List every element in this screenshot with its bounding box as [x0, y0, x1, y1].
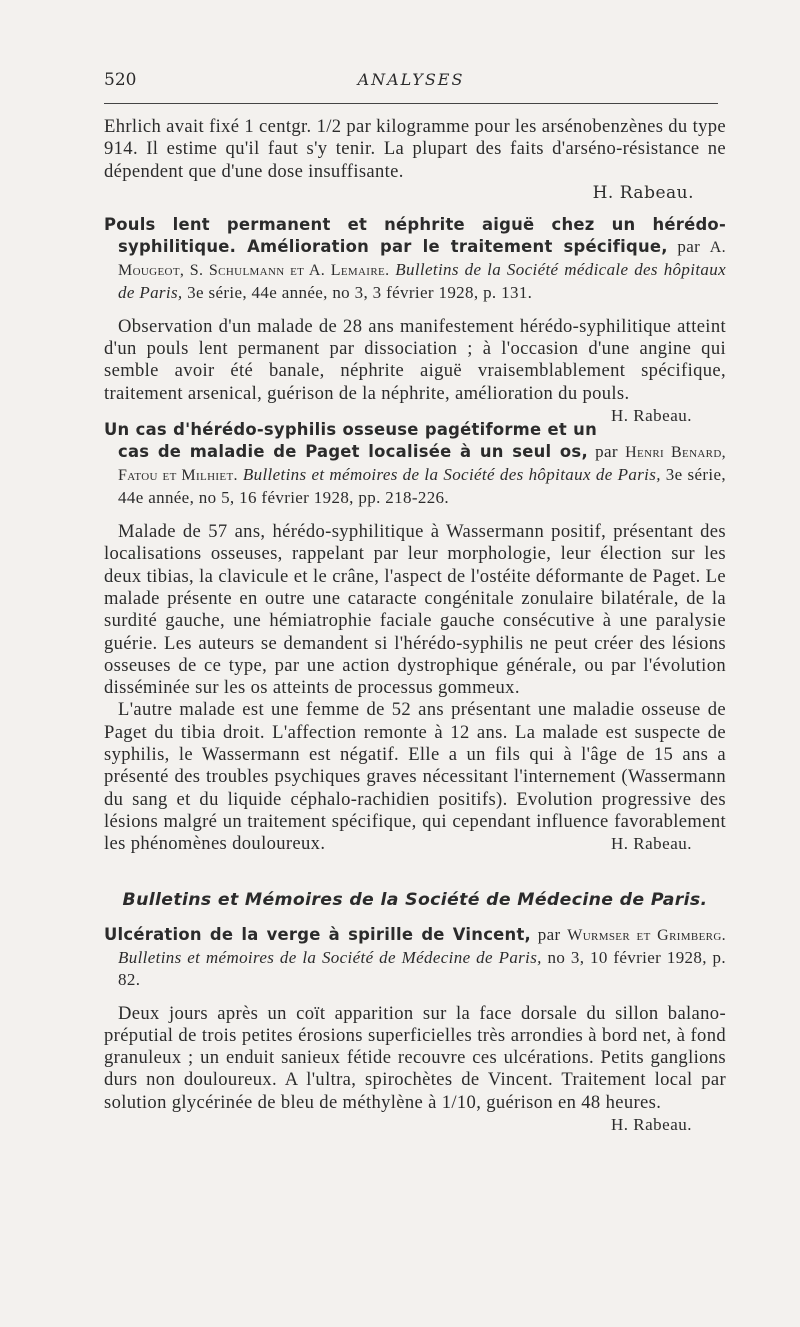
page-number: 520 — [104, 70, 137, 90]
entry-2 — [104, 419, 726, 855]
entry-body-text: L'autre malade est une femme de 52 ans présentant une maladie osseuse de Paget du tibia droit. L'affection remonte à 12 ans. La malade est suspecte de syphilis, le Wassermann est négatif. Elle a un fils qui à l'âge de 15 ans a présenté des troubles psychiques graves nécessitant l'internement (Wassermann du sang et du liquide céphalo-rachidien positifs). Evolution progressive des lésions malgré un traitement spécifique, qui cependant influence favorablement les phénomènes douloureux. — [104, 699, 726, 855]
page-body — [104, 116, 726, 1136]
entry-reference — [104, 419, 726, 509]
spacer — [104, 509, 726, 521]
entry-journal: Bulletins de la Société médicale des hôpitaux de Paris, — [118, 259, 726, 302]
page-header — [104, 70, 718, 96]
entry-journal: Bulletins et mémoires de la Société de Médecine de Paris, — [118, 947, 542, 967]
entry-body — [104, 1002, 726, 1135]
par-word: par — [595, 442, 618, 462]
par-word: par — [677, 236, 701, 256]
intro-paragraph — [104, 116, 726, 183]
entry-body-text: Observation d'un malade de 28 ans manifestement hérédo-syphilitique atteint d'un pouls lent permanent par dissociation ; à l'occasion d'une angine qui semble avoir été banale, néphrite aiguë vraisemblablement spécifique, traitement arsenical, guérison de la néphrite, amélioration du pouls. — [104, 315, 726, 404]
entry-details: 3e série, 44e année, no 5, 16 février 1928, pp. 218-226. — [118, 465, 726, 508]
entry-journal: Bulletins et mémoires de la Société des hôpitaux de Paris, — [242, 465, 661, 485]
running-title: ANALYSES — [357, 70, 465, 89]
entry-authors: Henri Benard, Fatou et Milhiet. — [118, 444, 727, 485]
entry-body-continued — [104, 699, 726, 855]
section-heading: Bulletins et Mémoires de la Société de Médecine de Paris. — [122, 889, 708, 910]
entry-body — [104, 315, 726, 426]
entry-reference — [104, 214, 726, 304]
entry-details: no 3, 10 février 1928, p. 82. — [118, 947, 726, 989]
intro-text: Ehrlich avait fixé 1 centgr. 1/2 par kilogramme pour les arsénobenzènes du type 914. Il estime qu'il faut s'y tenir. La plupart des faits d'arséno-résistance ne dépendent que d'une dose insuffisante. — [104, 116, 726, 182]
entry-title: Un cas d'hérédo-syphilis osseuse pagétiforme et un cas de maladie de Paget localisée à un seul os, — [104, 420, 597, 462]
spacer — [104, 991, 726, 1003]
entry-details: 3e série, 44e année, no 3, 3 février 1928, p. 131. — [187, 282, 533, 302]
entry-body-text: Deux jours après un coït apparition sur la face dorsale du sillon balano-préputial de trois petites érosions superficielles très arrondies à bord net, à fond granuleux ; un enduit sanieux fétide recouvre ces ulcérations. Petits ganglions durs non douloureux. A l'ultra, spirochètes de Vincent. Traitement local par solution glycérinée de bleu de méthylène à 1/10, guérison en 48 heures. — [104, 1002, 726, 1113]
entry-body — [104, 521, 726, 699]
entry-reference — [104, 924, 726, 991]
entry-authors: A. Mougeot, S. Schulmann et A. Lemaire. — [118, 238, 726, 279]
par-word: par — [537, 924, 561, 944]
signature: H. Rabeau. — [610, 834, 692, 854]
entry-authors: Wurmser et Grimberg. — [567, 926, 727, 944]
signature: H. Rabeau. — [592, 182, 694, 203]
signature: H. Rabeau. — [610, 406, 692, 426]
entry-body-text: Malade de 57 ans, hérédo-syphilitique à Wassermann positif, présentant des localisations osseuses, rappelant par leur morphologie, leur élection sur les deux tibias, la clavicule et le crâne, l'aspect de l'ostéite déformante de Paget. Le malade présente en outre une cataracte congénitale zonulaire bilatérale, de la surdité gauche, une hémiatrophie faciale gauche consécutive à une paralysie guérie. Les auteurs se demandent si l'hérédo-syphilis ne peut créer des lésions osseuses de ce type, par une action dystrophique générale, ou par l'évolution disséminée sur les os atteints de processus gommeux. — [104, 521, 726, 699]
spacer — [104, 304, 726, 316]
entry-1 — [104, 214, 726, 426]
entry-title: Pouls lent permanent et néphrite aiguë chez un hérédo-syphilitique. Amélioration par le traitement spécifique, — [104, 214, 726, 256]
header-rule — [104, 103, 718, 104]
entry-3 — [104, 924, 727, 1135]
signature: H. Rabeau. — [610, 1115, 692, 1135]
entry-title: Ulcération de la verge à spirille de Vincent, — [104, 924, 532, 944]
